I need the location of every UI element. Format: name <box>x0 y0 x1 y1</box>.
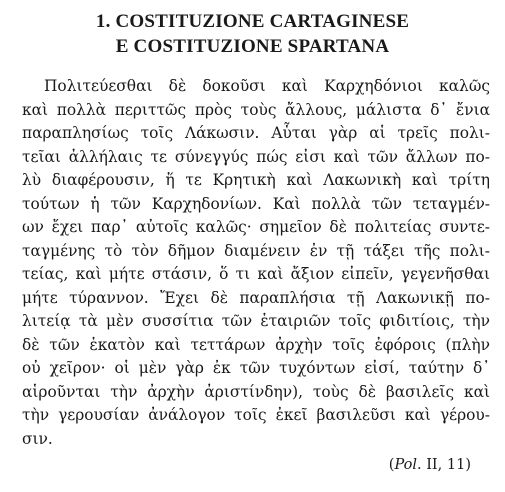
text-line: Πολιτεύεσθαι δὲ δοκοῦσι καὶ Καρχηδόνιοι καλῶς <box>44 77 490 95</box>
text-line: δὲ τῶν ἑκατὸν καὶ τεττάρων ἀρχὴν τοῖς ἐφόροις (πλὴν <box>22 335 490 354</box>
section-subtitle: E COSTITUZIONE SPARTANA <box>115 36 390 57</box>
citation-work: Pol. <box>394 457 422 473</box>
text-line: τεῖαι ἀλλήλαις τε σύνεγγύς πώς εἰσι καὶ τῶν ἄλλων πο- <box>22 147 490 166</box>
text-line: σιν. <box>22 429 53 448</box>
text-line: οὐ χεῖρον· οἱ μὲν γὰρ ἐκ τῶν τυχόντων εἰσί, ταύτην δ᾽ <box>22 359 490 377</box>
text-line: καὶ πολλὰ περιττῶς πρὸς τοὺς ἄλλους, μάλιστα δ᾽ ἔνια <box>22 100 490 119</box>
text-line: ταγμένης τὸ τὸν δῆμον διαμένειν ἐν τῇ τάξει τῆς πολι- <box>22 241 490 260</box>
source-citation: (Pol. II, 11) <box>388 457 471 473</box>
text-line: παραπλησίως τοῖς Λάκωσιν. Αὗται γὰρ αἱ τρεῖς πολι- <box>22 124 490 142</box>
text-line: λιτείᾳ τὰ μὲν συσσίτια τῶν ἑταιριῶν τοῖς φιδιτίοις, τὴν <box>22 312 490 330</box>
text-line: αἱροῦνται τὴν ἀρχὴν ἀριστίνδην), τοὺς δὲ βασιλεῖς καὶ <box>22 382 490 401</box>
text-line: τούτων ἡ τῶν Καρχηδονίων. Καὶ πολλὰ τῶν τεταγμέν- <box>22 194 490 213</box>
section-title: 1. COSTITUZIONE CARTAGINESE <box>95 11 410 32</box>
text-line: τείας, καὶ μήτε στάσιν, ὅ τι καὶ ἄξιον εἰπεῖν, γεγενῆσθαι <box>22 265 490 283</box>
greek-passage <box>22 75 490 451</box>
text-line: λὺ διαφέρουσιν, ἥ τε Κρητικὴ καὶ Λακωνικὴ καὶ τρίτη <box>22 171 490 189</box>
text-line: ων ἔχει παρ᾽ αὐτοῖς καλῶς· σημεῖον δὲ πολιτείας συντε- <box>22 218 490 236</box>
citation-location: II, 11 <box>426 457 466 473</box>
text-line: μήτε τύραννον. Ἔχει δὲ παραπλήσια τῇ Λακωνικῇ πο- <box>22 288 490 307</box>
text-line: τὴν γερουσίαν ἀνάλογον τοῖς ἐκεῖ βασιλεῦσι καὶ γέρου- <box>22 406 490 424</box>
